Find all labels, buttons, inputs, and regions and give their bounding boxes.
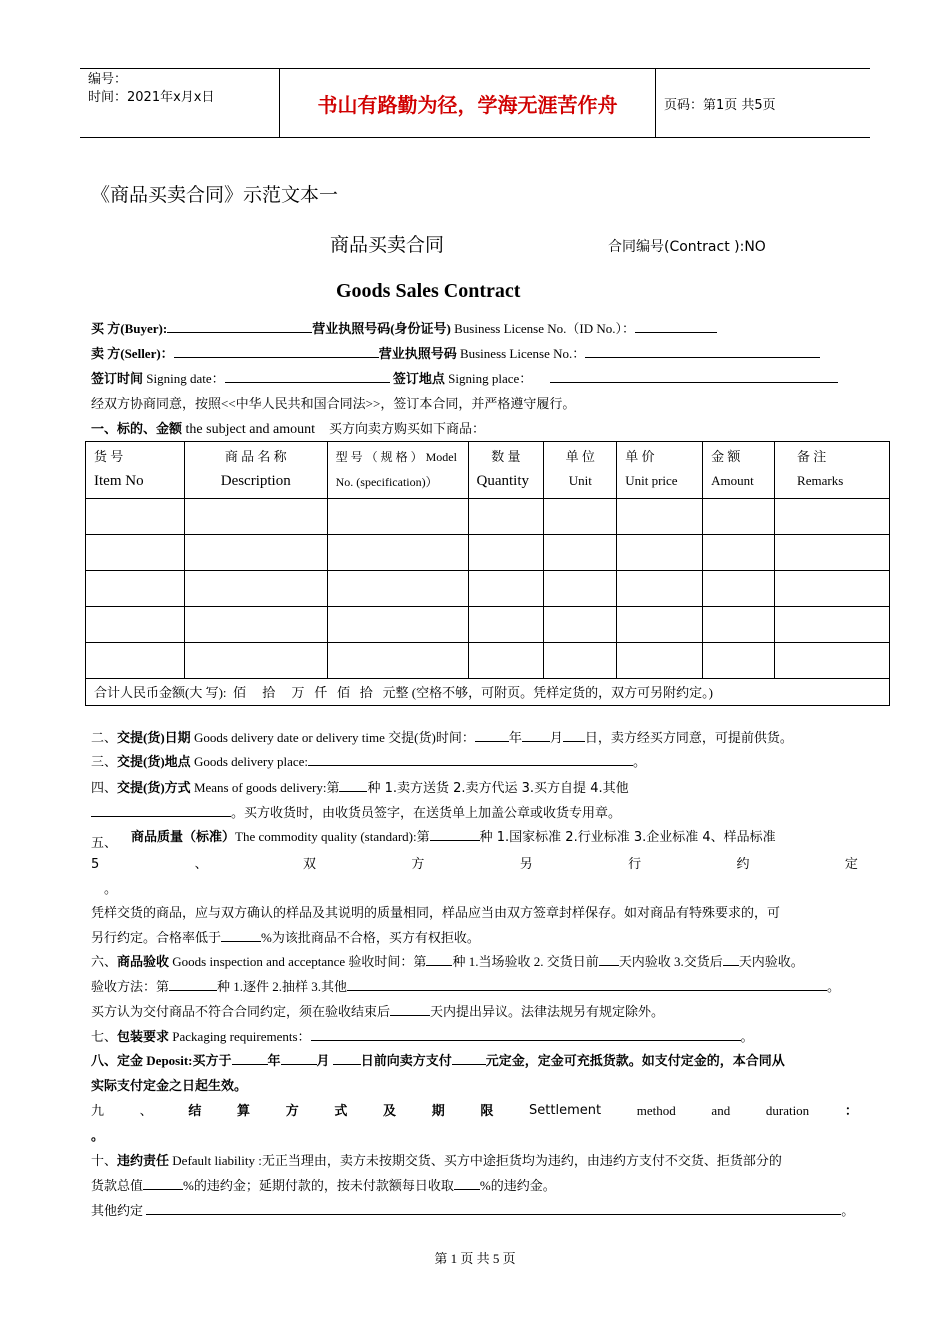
section2-text: Goods delivery date or delivery time 交提(货)时间：: [190, 730, 475, 745]
table-cell[interactable]: [544, 535, 617, 571]
deposit-year-field[interactable]: [232, 1052, 268, 1065]
section4-line: [91, 779, 861, 798]
other-terms-label: 其他约定: [91, 1203, 144, 1218]
other-terms-tail: 。: [841, 1203, 855, 1218]
header-amount: [703, 442, 775, 499]
header-cn: 单 位: [565, 449, 595, 464]
section10-num: 十、: [91, 1153, 118, 1168]
table-cell[interactable]: [327, 571, 468, 607]
section6-line2: 验收方法：第 种 1.逐件 2.抽样 3.其他 。: [91, 979, 841, 994]
table-cell[interactable]: [184, 571, 327, 607]
section7-text: Packaging requirements：: [169, 1029, 311, 1044]
section8-num: 八、: [91, 1053, 118, 1068]
table-cell[interactable]: [617, 643, 703, 679]
header-en: Item No: [94, 473, 144, 489]
header-description: [184, 442, 327, 499]
spread-word: 、: [139, 1103, 153, 1118]
table-cell[interactable]: [327, 535, 468, 571]
section6-num: 六、: [91, 954, 118, 969]
section2-num: 二、: [91, 730, 118, 745]
section5-num: 五、: [91, 835, 118, 850]
header-en: Unit price: [625, 473, 678, 488]
header-number-label: 编号：: [88, 72, 128, 87]
header-cn: 金 额: [711, 449, 741, 464]
section4-title: 交提(货)方式: [117, 780, 191, 795]
section8-text: Deposit:买方于: [143, 1053, 232, 1068]
header-en: Description: [220, 473, 291, 489]
section5-line4: 凭样交货的商品，应与双方确认的样品及其说明的质量相同，样品应当由双方签章封样保存。如对商品有特殊要求的，可: [91, 905, 781, 920]
section6-line: [91, 953, 861, 971]
header-cn: 备 注: [797, 449, 827, 464]
table-row: [86, 607, 890, 643]
deposit-month-field[interactable]: [281, 1052, 317, 1065]
section8-line: [91, 1052, 861, 1070]
section8-tail: 元定金，定金可充抵货款。如支付定金的，本合同从: [485, 1053, 785, 1068]
page-header: [80, 68, 870, 138]
spread-char: 另: [519, 857, 533, 872]
spread-word: Settlement: [529, 1103, 602, 1118]
inspection-other-field[interactable]: [347, 978, 827, 991]
table-cell[interactable]: [184, 607, 327, 643]
inspection-type-field[interactable]: [426, 953, 452, 966]
header-cn: 商 品 名 称: [224, 449, 287, 464]
header-en: Unit: [568, 473, 592, 488]
section5-line5: [91, 929, 861, 947]
section5-line3: 。: [104, 881, 118, 896]
table-cell[interactable]: [703, 499, 775, 535]
header-meta: [80, 69, 280, 137]
table-cell[interactable]: [775, 499, 890, 535]
spread-word: 期: [431, 1103, 445, 1118]
table-cell[interactable]: [327, 499, 468, 535]
section5-line2: [91, 856, 858, 874]
spread-char: 行: [628, 857, 642, 872]
spread-word: 限: [480, 1103, 494, 1118]
late-rate-field[interactable]: [454, 1177, 480, 1190]
table-cell[interactable]: [184, 535, 327, 571]
header-item-no: [86, 442, 185, 499]
section5-title: 商品质量（标准）: [131, 830, 236, 845]
spread-char: 双: [303, 857, 317, 872]
section6-line2-text: 验收方法：第: [91, 979, 170, 994]
table-row: [86, 535, 890, 571]
sign-date-label: 签订时间: [91, 371, 144, 386]
section10-line2-tail: %的违约金。: [479, 1178, 556, 1193]
delivery-month-field[interactable]: [522, 729, 550, 742]
section3-text: Goods delivery place:: [190, 754, 309, 769]
sign-place-label: 签订地点: [392, 371, 445, 386]
spread-word: duration: [765, 1103, 810, 1118]
table-cell[interactable]: [544, 643, 617, 679]
quality-standard-field[interactable]: [430, 828, 480, 841]
table-cell[interactable]: [468, 607, 544, 643]
delivery-other-field[interactable]: [91, 804, 231, 817]
section4-options: 种 1.卖方送货 2.卖方代运 3.买方自提 4.其他: [367, 781, 629, 796]
header-unit: [544, 442, 617, 499]
buyer-label: 买 方(Buyer):: [91, 321, 168, 336]
total-amount-cell[interactable]: 合计人民币金额(大 写): 佰 拾 万 仟 佰 拾 元整 (空格不够，可附页。凭样定货的，双方可另附约定。): [86, 679, 890, 706]
inspection-method-field[interactable]: [169, 978, 217, 991]
table-cell[interactable]: [86, 571, 185, 607]
section6-line3-text: 买方认为交付商品不符合合同约定，须在验收结束后: [91, 1004, 391, 1019]
section6-line3: [91, 1003, 861, 1021]
delivery-place-field[interactable]: [308, 753, 633, 766]
intro-text: 经双方协商同意，按照<<中华人民共和国合同法>>，签订本合同，并严格遵守履行。: [91, 396, 576, 411]
sign-place-field[interactable]: [550, 370, 838, 383]
other-terms-field[interactable]: [146, 1202, 841, 1215]
table-cell[interactable]: [544, 607, 617, 643]
table-cell[interactable]: [184, 499, 327, 535]
section3-num: 三、: [91, 754, 118, 769]
section4-line2-text: 。买方收货时，由收货员签字，在送货单上加盖公章或收货专用章。: [231, 805, 622, 820]
table-cell[interactable]: [703, 643, 775, 679]
table-cell[interactable]: [617, 535, 703, 571]
table-cell[interactable]: [617, 499, 703, 535]
spread-word: and: [711, 1103, 731, 1118]
table-row: [86, 499, 890, 535]
spread-word: ：: [844, 1103, 858, 1118]
spread-char: 定: [844, 857, 858, 872]
header-model: [327, 442, 468, 499]
table-cell[interactable]: [703, 607, 775, 643]
section10-line2: [91, 1177, 861, 1195]
header-quantity: [468, 442, 544, 499]
table-cell[interactable]: [468, 535, 544, 571]
table-cell[interactable]: [86, 643, 185, 679]
seller-label: 卖 方(Seller)：: [91, 346, 174, 361]
spread-word: method: [636, 1103, 676, 1118]
sign-date-field[interactable]: [225, 370, 390, 383]
section7-num: 七、: [91, 1029, 118, 1044]
contract-no-label: 合同编号(Contract ):NO: [608, 239, 766, 255]
seller-license-label: 营业执照号码: [378, 346, 457, 361]
sign-place-en: Signing place：: [444, 371, 533, 386]
section10-line: [91, 1152, 861, 1170]
buyer-line: [91, 320, 861, 338]
section5-options: 种 1.国家标准 2.行业标准 3.企业标准 4、样品标准: [479, 830, 776, 845]
header-en: Amount: [711, 473, 754, 488]
other-terms-line: [91, 1202, 861, 1220]
spread-char: 5: [91, 857, 100, 872]
section10-line2-mid: %的违约金；延期付款的，按未付款额每日收取: [183, 1178, 454, 1193]
table-cell[interactable]: [617, 571, 703, 607]
seller-line: [91, 345, 861, 363]
section5-line5-tail: %为该批商品不合格，买方有权拒收。: [261, 930, 480, 945]
table-cell[interactable]: [468, 499, 544, 535]
section1-note: 买方向卖方购买如下商品：: [328, 421, 485, 436]
sign-date-en: Signing date：: [143, 371, 225, 386]
table-total-row: [86, 679, 890, 706]
section10-line2-text: 货款总值: [91, 1178, 144, 1193]
spread-word: 方: [285, 1103, 299, 1118]
section2-line: [91, 729, 861, 747]
section6-tail2: 天内验收 3.交货后: [618, 954, 723, 969]
table-cell[interactable]: [617, 607, 703, 643]
header-cn: 数 量: [491, 449, 521, 464]
spread-char: 约: [736, 857, 750, 872]
table-row: [86, 643, 890, 679]
delivery-day-field[interactable]: [563, 729, 585, 742]
section6-tail: 种 1.当场验收 2. 交货日前: [452, 954, 599, 969]
header-motto: 书山有路勤为径，学海无涯苦作舟: [280, 69, 656, 137]
section7-line: 七、包装要求 Packaging requirements： 。: [91, 1029, 754, 1044]
header-page-label: 页码：第1页 共5页: [664, 97, 776, 113]
section8-month-label: 月: [316, 1053, 330, 1068]
section2-year-label: 年: [508, 730, 522, 745]
table-cell[interactable]: [703, 535, 775, 571]
delivery-means-field[interactable]: [339, 779, 367, 792]
section6-title: 商品验收: [117, 954, 170, 969]
section8-year-label: 年: [267, 1053, 281, 1068]
page-footer: 第 1 页 共 5 页: [434, 1251, 516, 1266]
table-cell[interactable]: [86, 607, 185, 643]
section6-tail3: 天内验收。: [738, 954, 804, 969]
table-cell[interactable]: [775, 571, 890, 607]
sign-line: [91, 370, 861, 388]
table-row: [86, 571, 890, 607]
table-cell[interactable]: [86, 499, 185, 535]
section7-title: 包装要求: [117, 1029, 170, 1044]
section6-text: Goods inspection and acceptance 验收时间：第: [169, 954, 427, 969]
seller-field[interactable]: [174, 345, 379, 358]
header-unit-price: [617, 442, 703, 499]
table-cell[interactable]: [775, 535, 890, 571]
section3-line: 三、交提(货)地点 Goods delivery place: 。: [91, 754, 647, 769]
table-cell[interactable]: [468, 571, 544, 607]
section8-day-label: 日前向卖方支付: [360, 1053, 452, 1068]
spread-char: 方: [411, 857, 425, 872]
header-remarks: [775, 442, 890, 499]
section2-month-label: 月: [549, 730, 563, 745]
header-cn: 单 价: [625, 449, 655, 464]
goods-table: [85, 441, 890, 706]
table-cell[interactable]: [86, 535, 185, 571]
header-en: Remarks: [797, 473, 844, 488]
section10-title: 违约责任: [117, 1153, 170, 1168]
doc-title: 《商品买卖合同》示范文本一: [91, 184, 339, 206]
section10-text: Default liability :无正当理由，卖方未按期交货、买方中途拒货均为违约，由违约方支付不交货、拒货部分的: [169, 1153, 782, 1168]
buyer-license-en: Business License No.（ID No.）：: [450, 321, 636, 336]
spread-word: 式: [334, 1103, 348, 1118]
section6-line3-tail: 天内提出异议。法律法规另有规定除外。: [430, 1004, 665, 1019]
section4-num: 四、: [91, 780, 118, 795]
table-header-row: [86, 442, 890, 499]
table-cell[interactable]: [327, 607, 468, 643]
section5-line5-text: 另行约定。合格率低于: [91, 930, 222, 945]
buyer-license-label: 营业执照号码(身份证号): [312, 321, 451, 336]
table-cell[interactable]: [544, 571, 617, 607]
deposit-day-field[interactable]: [333, 1052, 361, 1065]
table-cell[interactable]: [327, 643, 468, 679]
deposit-amount-field[interactable]: [452, 1052, 486, 1065]
section2-tail: 日，卖方经买方同意，可提前供货。: [584, 730, 793, 745]
table-cell[interactable]: [703, 571, 775, 607]
objection-days-field[interactable]: [390, 1003, 430, 1016]
section1-title: 一、标的、金额: [91, 421, 183, 436]
penalty-rate-field[interactable]: [143, 1177, 183, 1190]
table-cell[interactable]: [184, 643, 327, 679]
header-time-label: 时间：2021年x月x日: [88, 90, 215, 105]
section3-title: 交提(货)地点: [117, 754, 191, 769]
contract-title-cn: 商品买卖合同: [330, 234, 445, 256]
section8-line2: 实际支付定金之日起生效。: [91, 1078, 248, 1093]
inspection-before-days-field[interactable]: [599, 953, 619, 966]
buyer-field[interactable]: [167, 320, 312, 333]
header-cn: 型 号 （ 规 格 ） Model No. (specification)）: [335, 450, 457, 489]
spread-word: 九: [91, 1103, 105, 1118]
section4-text: Means of goods delivery:第: [190, 780, 340, 795]
contract-title-en: Goods Sales Contract: [336, 280, 521, 302]
spread-word: 算: [237, 1103, 251, 1118]
buyer-license-field[interactable]: [635, 320, 717, 333]
delivery-year-field[interactable]: [475, 729, 509, 742]
pass-rate-field[interactable]: [221, 929, 261, 942]
section1-line: [91, 420, 861, 439]
table-cell[interactable]: [775, 607, 890, 643]
spread-word: 及: [383, 1103, 397, 1118]
section5-text: The commodity quality (standard):第: [235, 829, 430, 844]
header-cn: 货 号: [94, 449, 124, 464]
section5-line: [91, 828, 861, 850]
inspection-after-days-field[interactable]: [723, 953, 739, 966]
spread-char: 、: [194, 857, 208, 872]
table-cell[interactable]: [775, 643, 890, 679]
section9-line2: 。: [91, 1128, 105, 1143]
table-cell[interactable]: [544, 499, 617, 535]
seller-license-field[interactable]: [585, 345, 820, 358]
header-en: Quantity: [476, 473, 529, 489]
section2-title: 交提(货)日期: [117, 730, 191, 745]
section1-en: the subject and amount: [182, 422, 315, 437]
spread-word: 结: [188, 1103, 202, 1118]
section8-title: 定金: [117, 1053, 144, 1068]
section6-line2-options: 种 1.逐件 2.抽样 3.其他: [217, 979, 348, 994]
packaging-field[interactable]: [311, 1028, 741, 1041]
table-cell[interactable]: [468, 643, 544, 679]
section9-line: [91, 1102, 858, 1120]
seller-license-en: Business License No.：: [456, 346, 586, 361]
section4-line2: [91, 804, 861, 822]
